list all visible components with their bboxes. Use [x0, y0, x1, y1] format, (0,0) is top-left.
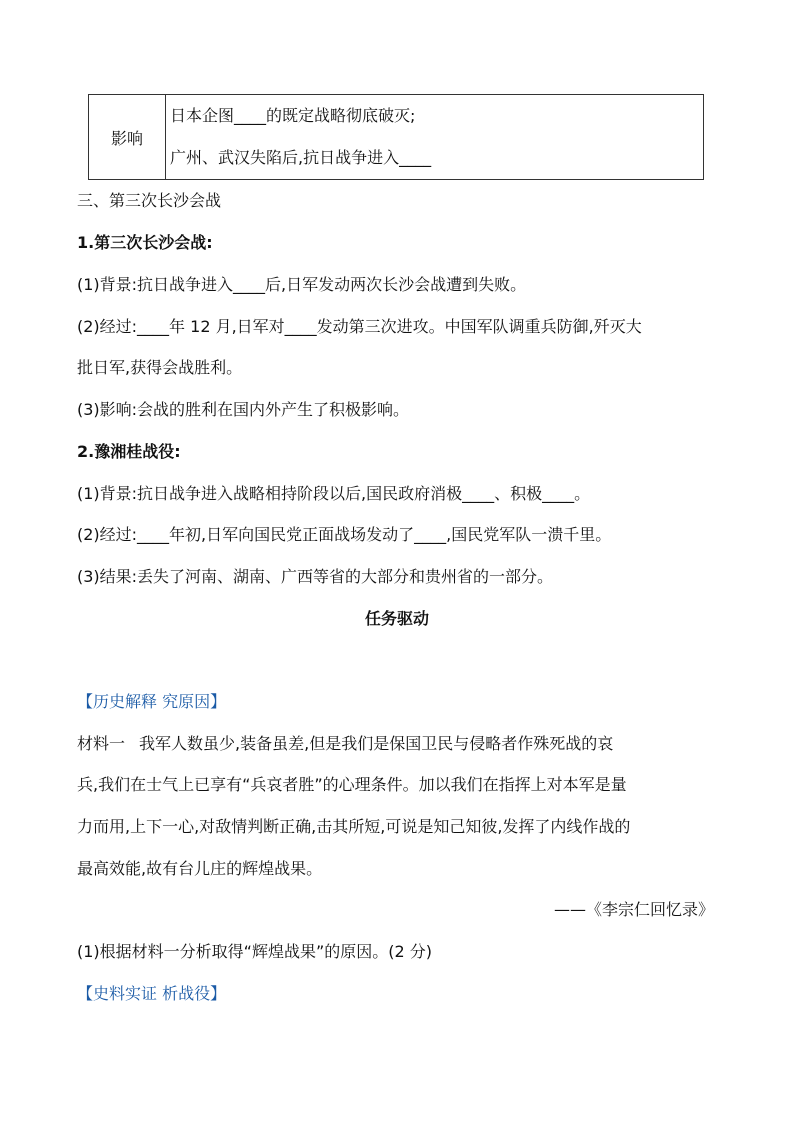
section-3-title: 三、第三次长沙会战	[77, 191, 222, 210]
yuxianggui-process: (2)经过:____年初,日军向国民党正面战场发动了____,国民党军队一溃千里。	[77, 525, 612, 544]
yuxianggui-result: (3)结果:丢失了河南、湖南、广西等省的大部分和贵州省的一部分。	[77, 567, 554, 586]
changsha-process-line-2: 批日军,获得会战胜利。	[77, 358, 243, 377]
changsha-impact: (3)影响:会战的胜利在国内外产生了积极影响。	[77, 400, 410, 419]
impact-table-header: 影响	[89, 95, 166, 180]
impact-line-1: 日本企图____的既定战略彻底破灭;	[170, 106, 416, 125]
material-1-line-3: 力而用,上下一心,对敌情判断正确,击其所短,可说是知己知彼,发挥了内线作战的	[77, 817, 631, 836]
impact-table	[88, 94, 704, 180]
material-1-label: 材料一	[77, 734, 126, 753]
yuxianggui-heading: 2.豫湘桂战役:	[77, 442, 181, 461]
material-1-line-4: 最高效能,故有台儿庄的辉煌战果。	[77, 859, 323, 878]
material-1-line-2: 兵,我们在士气上已享有“兵哀者胜”的心理条件。加以我们在指挥上对本军是量	[77, 775, 627, 794]
question-1: (1)根据材料一分析取得“辉煌战果”的原因。(2 分)	[77, 942, 432, 961]
task-title: 任务驱动	[364, 609, 429, 628]
source-evidence-tag: 【史料实证 析战役】	[77, 984, 227, 1003]
material-1-line-1	[77, 733, 613, 755]
yuxianggui-background: (1)背景:抗日战争进入战略相持阶段以后,国民政府消极____、积极____。	[77, 484, 591, 503]
material-1-text-1: 我军人数虽少,装备虽差,但是我们是保国卫民与侵略者作殊死战的哀	[139, 734, 614, 753]
impact-table-content	[166, 95, 704, 180]
impact-line-2: 广州、武汉失陷后,抗日战争进入____	[170, 148, 432, 167]
changsha-process-line-1: (2)经过:____年 12 月,日军对____发动第三次进攻。中国军队调重兵防御,歼灭大	[77, 317, 642, 336]
changsha-background: (1)背景:抗日战争进入____后,日军发动两次长沙会战遭到失败。	[77, 275, 527, 294]
changsha-heading: 1.第三次长沙会战:	[77, 233, 213, 252]
material-1-source: ——《李宗仁回忆录》	[553, 900, 714, 919]
history-explanation-tag: 【历史解释 究原因】	[77, 692, 227, 711]
